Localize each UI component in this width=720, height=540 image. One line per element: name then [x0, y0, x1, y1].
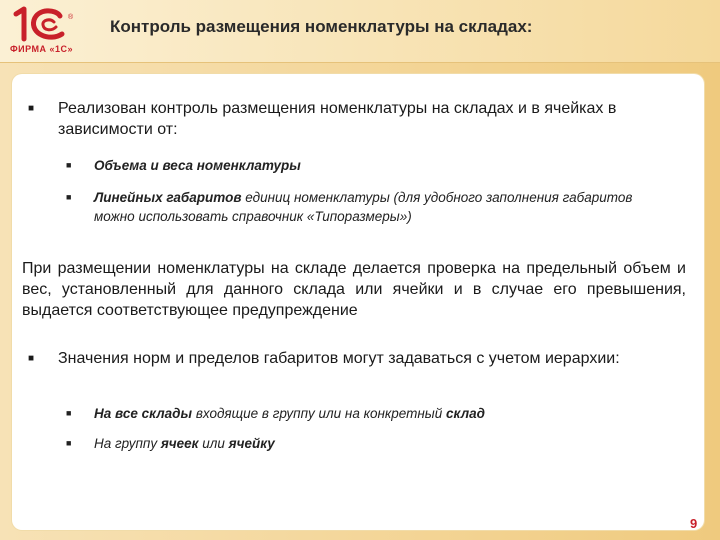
sub-bullet-2-1 — [66, 404, 666, 423]
bold-term: На все склады — [94, 406, 193, 421]
sub-bullet-2-2 — [66, 434, 666, 453]
sub-bullet-text — [94, 188, 666, 226]
bold-term: склад — [446, 406, 485, 421]
bullet-marker: ■ — [28, 353, 35, 364]
registered-mark: ® — [68, 14, 74, 21]
page-title: Контроль размещения номенклатуры на складах: — [110, 17, 533, 36]
sub-bullet-lead: На группу — [94, 436, 161, 451]
1c-logo-icon — [10, 6, 70, 42]
bullet-text: Значения норм и пределов габаритов могут задаваться с учетом иерархии: — [58, 350, 620, 367]
sub-bullet-text — [94, 156, 666, 175]
bold-term: Объема и веса номенклатуры — [94, 158, 301, 173]
bullet-marker: ■ — [66, 438, 72, 448]
bold-term: ячеек — [160, 436, 199, 451]
bullet-item-2 — [28, 348, 678, 369]
bullet-item-1 — [28, 98, 678, 140]
body-paragraph: При размещении номенклатуры на складе делается проверка на предельный объем и вес, установленный для данного склада или ячейки и в случае его превышения, выдается соответствующее предупреждение — [22, 260, 686, 319]
sub-bullet-text — [94, 434, 666, 453]
bold-term: ячейку — [228, 436, 275, 451]
bold-term: Линейных габаритов — [94, 190, 242, 205]
header-band — [0, 0, 720, 63]
bullet-text: Реализован контроль размещения номенклатуры на складах и в ячейках в зависимости от: — [58, 100, 617, 138]
sub-bullet-text — [94, 404, 666, 423]
logo — [6, 6, 88, 58]
sub-bullet-1-1 — [66, 156, 666, 175]
bullet-marker: ■ — [28, 103, 35, 114]
sub-bullet-rest: или — [198, 436, 229, 451]
bullet-marker: ■ — [66, 408, 72, 418]
bullet-marker: ■ — [66, 192, 72, 202]
bullet-marker: ■ — [66, 160, 72, 170]
sub-bullet-rest: входящие в группу или на конкретный — [192, 406, 447, 421]
sub-bullet-1-2 — [66, 188, 666, 226]
logo-firm-name: ФИРМА «1С» — [10, 44, 74, 54]
content-panel — [12, 74, 704, 530]
sub-bullet-rest: единиц номенклатуры (для удобного заполнения габаритов можно использовать справочник «Типоразмеры») — [94, 190, 633, 224]
page-number: 9 — [690, 516, 698, 531]
